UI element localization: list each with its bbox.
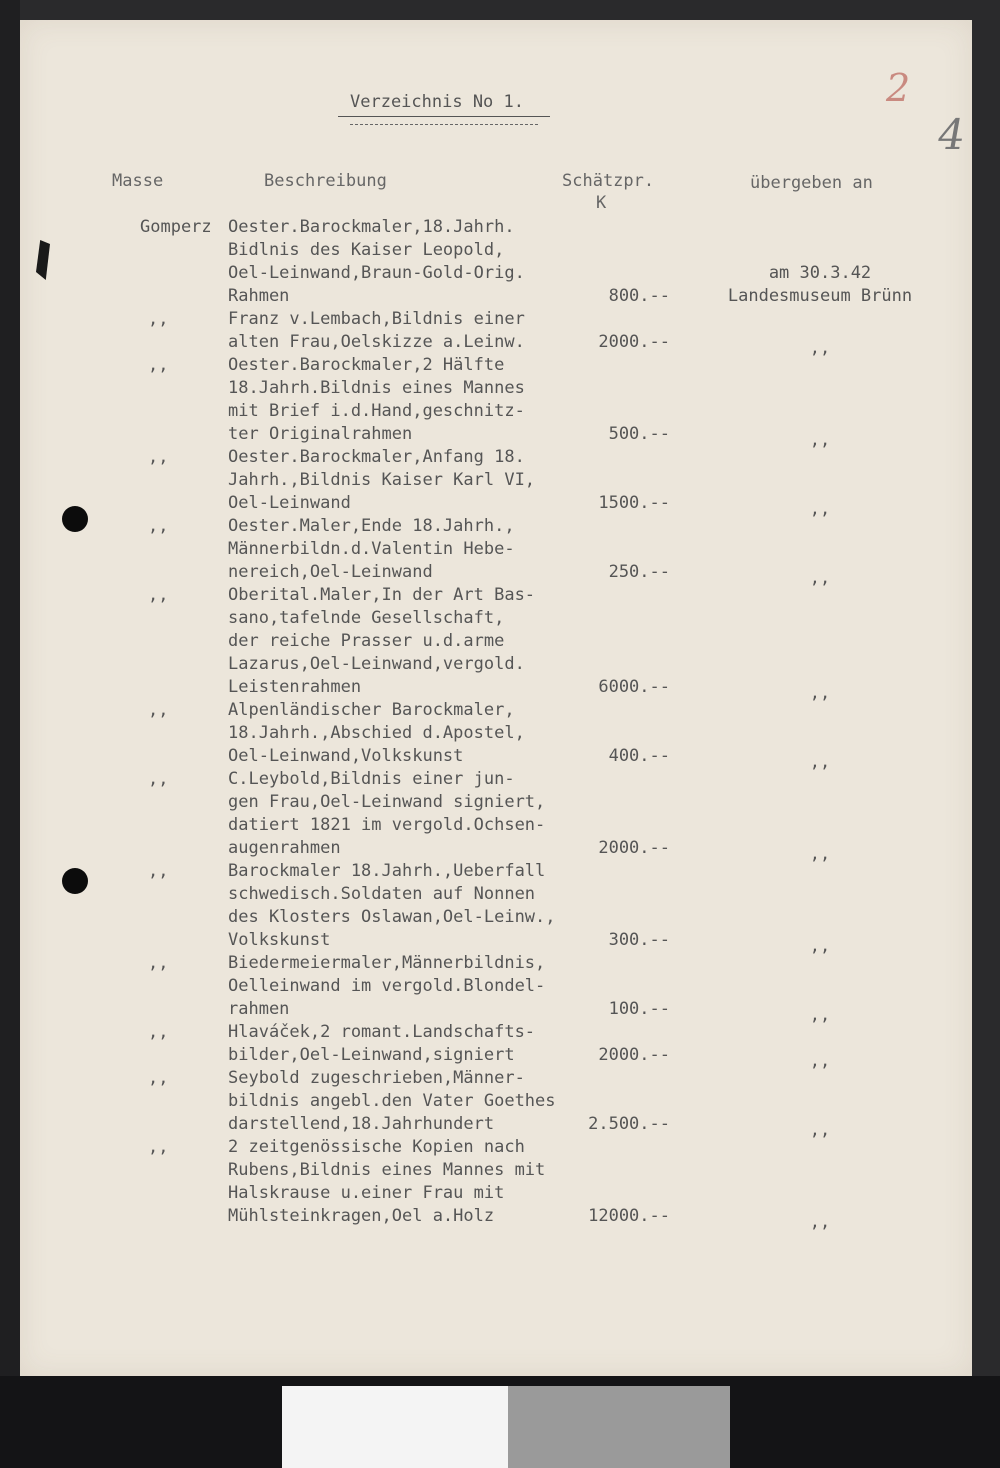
recipient-cell: ,, [809,1120,831,1140]
masse-cell: ,, [148,769,169,789]
description-line: Lazarus,Oel-Leinwand,vergold. [228,654,525,674]
header-schaetzpreis-unit: K [596,193,607,213]
recipient-cell: ,, [809,499,831,519]
description-line: Männerbildn.d.Valentin Hebe- [228,539,515,559]
description-line: bilder,Oel-Leinwand,signiert [228,1045,515,1065]
recipient-cell: am 30.3.42 [768,263,872,283]
description-line: Oester.Barockmaler,2 Hälfte [228,355,505,375]
description-line: schwedisch.Soldaten auf Nonnen [228,884,536,904]
description-line: C.Leybold,Bildnis einer jun- [228,769,515,789]
description-line: Oberital.Maler,In der Art Bas- [228,585,536,605]
recipient-cell: ,, [809,1005,831,1025]
description-line: nereich,Oel-Leinwand [228,562,433,582]
description-line: 18.Jahrh.Bildnis eines Mannes [228,378,525,398]
description-line: Oelleinwand im vergold.Blondel- [228,976,546,996]
masse-cell: Gomperz [140,217,212,237]
scanner-edge [0,0,20,1380]
price-cell: 500.-- [608,424,670,444]
price-cell: 250.-- [608,562,670,582]
description-line: Biedermeiermaler,Männerbildnis, [228,953,546,973]
description-line: darstellend,18.Jahrhundert [228,1114,495,1134]
header-masse: Masse [112,171,164,191]
description-line: augenrahmen [228,838,341,858]
description-line: bildnis angebl.den Vater Goethes [228,1091,556,1111]
price-cell: 300.-- [608,930,670,950]
description-line: Leistenrahmen [228,677,362,697]
document-sheet [20,20,972,1376]
description-line: Rahmen [228,286,290,306]
description-line: rahmen [228,999,290,1019]
description-line: ter Originalrahmen [228,424,413,444]
header-beschreibung: Beschreibung [264,171,387,191]
masse-cell: ,, [148,516,169,536]
description-line: Volkskunst [228,930,331,950]
description-line: Oester.Barockmaler,Anfang 18. [228,447,525,467]
masse-cell: ,, [148,355,169,375]
color-swatch-white [282,1386,508,1468]
description-line: Oester.Maler,Ende 18.Jahrh., [228,516,515,536]
price-cell: 1500.-- [598,493,670,513]
recipient-cell: ,, [809,338,831,358]
recipient-cell: ,, [809,430,831,450]
description-line: Mühlsteinkragen,Oel a.Holz [228,1206,495,1226]
masse-cell: ,, [148,309,169,329]
masse-cell: ,, [148,953,169,973]
recipient-cell: ,, [809,752,831,772]
recipient-cell: ,, [809,936,831,956]
masse-cell: ,, [148,1068,169,1088]
punch-hole-top [62,506,88,532]
price-cell: 800.-- [608,286,670,306]
corner-mark: 4 [933,110,970,159]
price-cell: 6000.-- [598,677,670,697]
description-line: Oel-Leinwand,Braun-Gold-Orig. [228,263,525,283]
description-line: Barockmaler 18.Jahrh.,Ueberfall [228,861,546,881]
description-line: Seybold zugeschrieben,Männer- [228,1068,525,1088]
description-line: Oester.Barockmaler,18.Jahrh. [228,217,515,237]
masse-cell: ,, [148,1137,169,1157]
recipient-cell: ,, [809,1051,831,1071]
punch-hole-bottom [62,868,88,894]
recipient-cell: ,, [809,683,831,703]
recipient-cell: ,, [809,844,831,864]
masse-cell: ,, [148,585,169,605]
description-line: Hlaváček,2 romant.Landschafts- [228,1022,536,1042]
description-line: sano,tafelnde Gesellschaft, [228,608,505,628]
price-cell: 100.-- [608,999,670,1019]
description-line: Jahrh.,Bildnis Kaiser Karl VI, [228,470,536,490]
price-cell: 2000.-- [598,838,670,858]
masse-cell: ,, [148,861,169,881]
description-line: des Klosters Oslawan,Oel-Leinw., [228,907,556,927]
description-line: der reiche Prasser u.d.arme [228,631,505,651]
price-cell: 2.500.-- [588,1114,670,1134]
header-schaetzpreis: Schätzpr. [562,171,655,191]
price-cell: 400.-- [608,746,670,766]
masse-cell: ,, [148,1022,169,1042]
header-uebergeben: übergeben an [750,173,873,193]
page-number-mark: 2 [886,66,911,110]
description-line: Bidlnis des Kaiser Leopold, [228,240,505,260]
title-underline [338,116,550,117]
description-line: Franz v.Lembach,Bildnis einer [228,309,525,329]
price-cell: 2000.-- [598,1045,670,1065]
description-line: 2 zeitgenössische Kopien nach [228,1137,525,1157]
description-line: Halskrause u.einer Frau mit [228,1183,505,1203]
description-line: Alpenländischer Barockmaler, [228,700,515,720]
price-cell: 2000.-- [598,332,670,352]
description-line: datiert 1821 im vergold.Ochsen- [228,815,546,835]
price-cell: 12000.-- [588,1206,670,1226]
description-line: Oel-Leinwand [228,493,351,513]
description-line: mit Brief i.d.Hand,geschnitz- [228,401,525,421]
masse-cell: ,, [148,447,169,467]
description-line: gen Frau,Oel-Leinwand signiert, [228,792,546,812]
recipient-cell: Landesmuseum Brünn [727,286,913,306]
description-line: Rubens,Bildnis eines Mannes mit [228,1160,546,1180]
masse-cell: ,, [148,700,169,720]
color-swatch-grey [508,1386,730,1468]
recipient-cell: ,, [809,1212,831,1232]
title-dashed-underline [350,124,538,125]
description-line: 18.Jahrh.,Abschied d.Apostel, [228,723,525,743]
recipient-cell: ,, [809,568,831,588]
description-line: Oel-Leinwand,Volkskunst [228,746,464,766]
description-line: alten Frau,Oelskizze a.Leinw. [228,332,525,352]
document-title: Verzeichnis No 1. [350,92,524,112]
